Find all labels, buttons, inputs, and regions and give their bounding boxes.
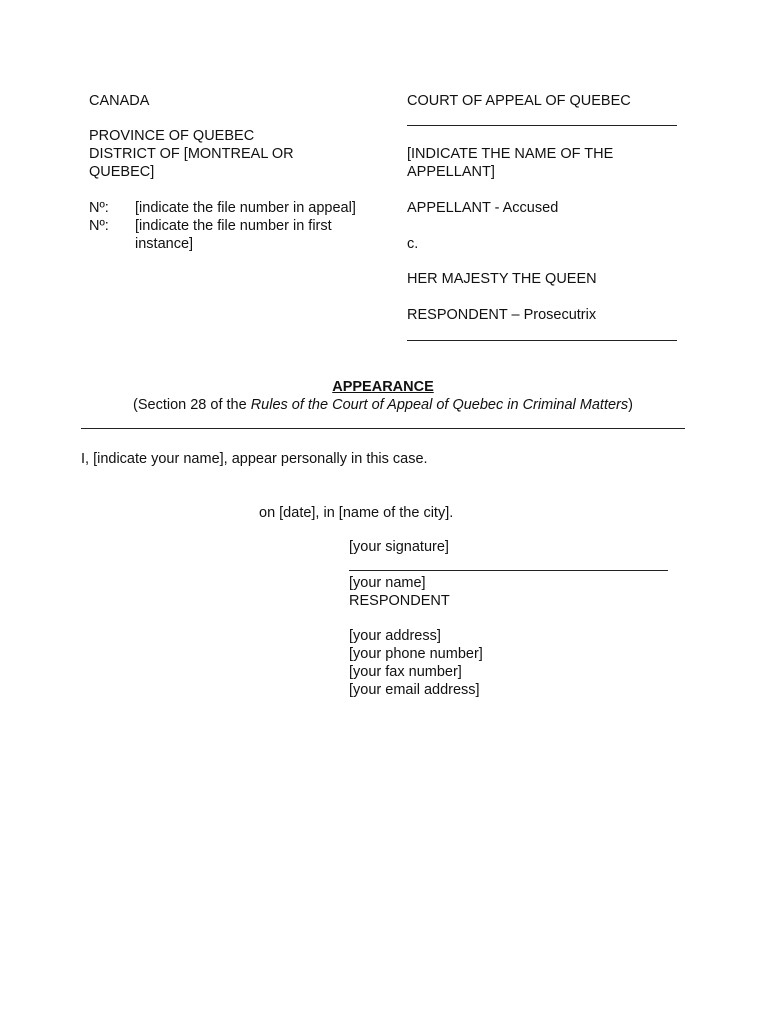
respondent-name: HER MAJESTY THE QUEEN: [407, 271, 597, 287]
document-subtitle: [0, 396, 766, 414]
province-label: PROVINCE OF QUEBEC: [89, 128, 255, 144]
country-label: CANADA: [89, 93, 150, 109]
appellant-name-line-1: [INDICATE THE NAME OF THE: [407, 146, 614, 162]
signer-phone: [your phone number]: [349, 646, 483, 662]
subtitle-prefix: (Section 28 of the: [133, 397, 251, 413]
parties-underline: [407, 340, 677, 341]
respondent-role: RESPONDENT – Prosecutrix: [407, 307, 597, 323]
district-line-1: DISTRICT OF [MONTREAL OR: [89, 146, 294, 162]
versus-label: c.: [407, 236, 419, 252]
signer-name: [your name]: [349, 575, 426, 591]
document-title: APPEARANCE: [332, 379, 434, 395]
district-line-2: QUEBEC]: [89, 164, 155, 180]
file-number-first-instance-line-2: instance]: [135, 236, 194, 252]
court-underline: [407, 125, 677, 126]
signer-address: [your address]: [349, 628, 441, 644]
appellant-role: APPELLANT - Accused: [407, 200, 559, 216]
signature-placeholder: [your signature]: [349, 539, 449, 555]
signer-email: [your email address]: [349, 682, 480, 698]
signer-fax: [your fax number]: [349, 664, 462, 680]
signer-role: RESPONDENT: [349, 593, 450, 609]
title-divider: [81, 428, 685, 429]
subtitle-suffix: ): [628, 397, 633, 413]
appearance-statement: I, [indicate your name], appear personally in this case.: [81, 451, 428, 467]
file-number-first-instance-line-1: [indicate the file number in first: [135, 218, 332, 234]
signature-line: [349, 570, 668, 571]
appellant-name-line-2: APPELLANT]: [407, 164, 495, 180]
file-number-label-first-instance: Nº:: [89, 218, 109, 234]
subtitle-rules-reference: Rules of the Court of Appeal of Quebec in Criminal Matters: [250, 397, 629, 413]
place-and-date: on [date], in [name of the city].: [259, 505, 454, 521]
court-name: COURT OF APPEAL OF QUEBEC: [407, 93, 631, 109]
file-number-label-appeal: Nº:: [89, 200, 109, 216]
file-number-appeal: [indicate the file number in appeal]: [135, 200, 356, 216]
